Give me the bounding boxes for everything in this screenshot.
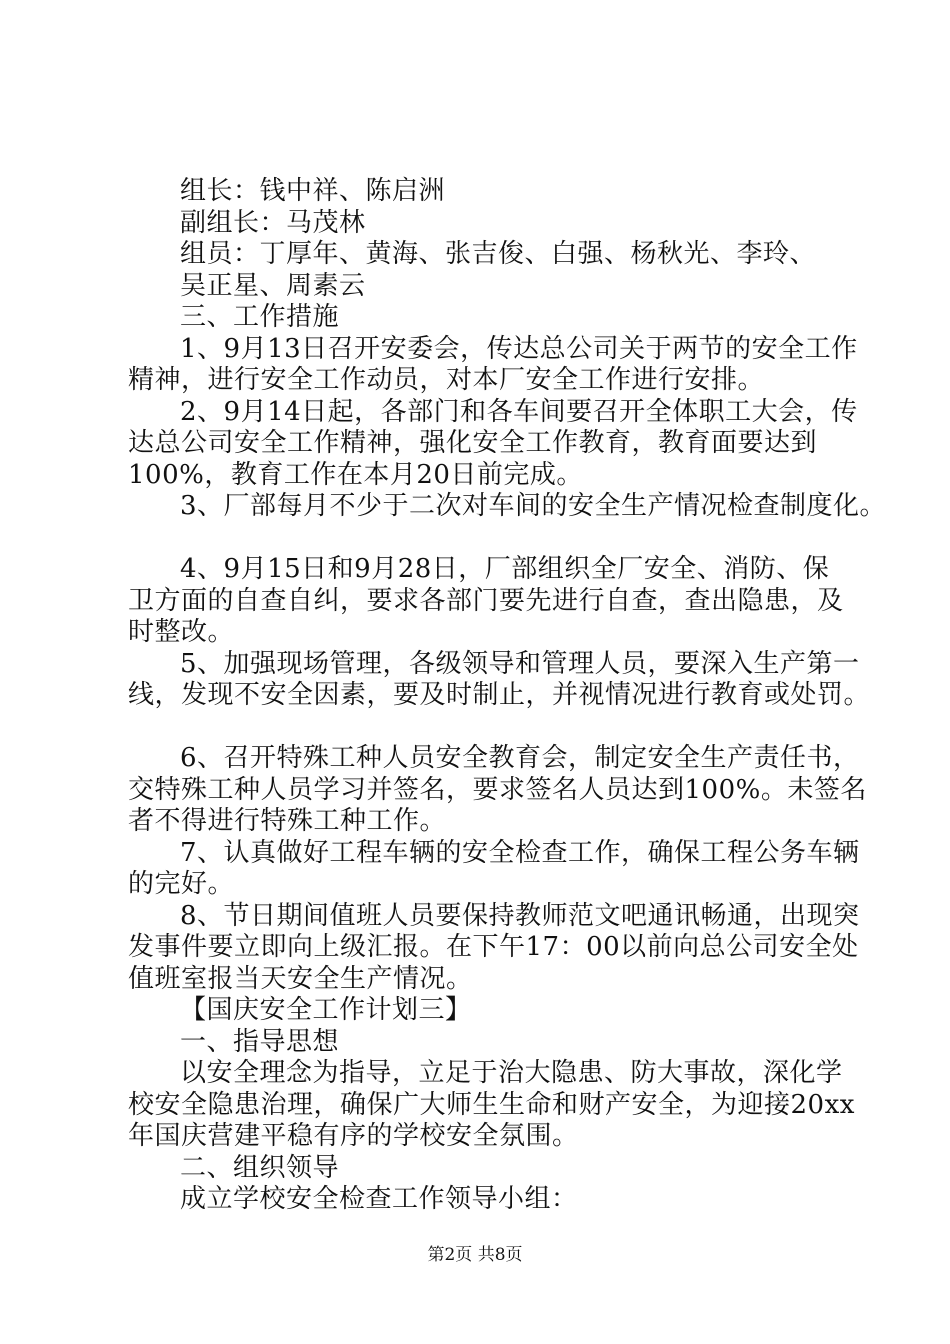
plan-title: 【国庆安全工作计划三】 bbox=[180, 995, 472, 1025]
text-line-item-6-cont: 者不得进行特殊工种工作。 bbox=[128, 806, 447, 836]
section-heading-measures: 三、工作措施 bbox=[180, 302, 340, 332]
text-line-guiding-idea-cont: 年国庆营建平稳有序的学校安全氛围。 bbox=[128, 1121, 579, 1151]
page-number-footer: 第2页 共8页 bbox=[427, 1245, 523, 1265]
text-line-item-6-cont: 交特殊工种人员学习并签名，要求签名人员达到100%。未签名 bbox=[128, 774, 867, 805]
text-line-deputy-leader: 副组长：马茂林 bbox=[180, 207, 366, 238]
text-line-item-5: 5、加强现场管理，各级领导和管理人员，要深入生产第一 bbox=[180, 648, 860, 679]
paragraph-gap bbox=[128, 712, 848, 744]
text-line-members-cont: 吴正星、周素云 bbox=[180, 270, 366, 301]
document-body bbox=[128, 176, 887, 1216]
text-line-item-8-cont: 值班室报当天安全生产情况。 bbox=[128, 963, 473, 994]
text-line-item-8: 8、节日期间值班人员要保持教师范文吧通讯畅通，出现突 bbox=[180, 900, 860, 931]
text-line-item-2-cont: 达总公司安全工作精神，强化安全工作教育，教育面要达到 bbox=[128, 428, 818, 458]
text-line-item-7: 7、认真做好工程车辆的安全检查工作，确保工程公务车辆 bbox=[180, 837, 860, 868]
text-line-item-4-cont: 时整改。 bbox=[128, 617, 235, 647]
text-line-members: 组员：丁厚年、黄海、张吉俊、白强、杨秋光、李玲、 bbox=[180, 239, 817, 269]
text-line-organization: 成立学校安全检查工作领导小组： bbox=[180, 1184, 578, 1214]
text-line-item-3: 3、厂部每月不少于二次对车间的安全生产情况检查制度化。 bbox=[180, 491, 887, 521]
text-line-item-1: 1、9月13日召开安委会，传达总公司关于两节的安全工作 bbox=[180, 333, 858, 364]
text-line-item-4-cont: 卫方面的自查自纠，要求各部门要先进行自查，查出隐患，及 bbox=[128, 585, 844, 616]
text-line-item-5-cont: 线，发现不安全因素，要及时制止，并视情况进行教育或处罚。 bbox=[128, 680, 871, 710]
text-line-item-2-cont: 100%，教育工作在本月20日前完成。 bbox=[128, 459, 583, 490]
text-line-item-4: 4、9月15日和9月28日，厂部组织全厂安全、消防、保 bbox=[180, 554, 830, 584]
paragraph-gap bbox=[128, 523, 848, 555]
text-line-guiding-idea: 以安全理念为指导，立足于治大隐患、防大事故，深化学 bbox=[180, 1058, 843, 1088]
text-line-leader: 组长：钱中祥、陈启洲 bbox=[180, 176, 446, 206]
text-line-item-7-cont: 的完好。 bbox=[128, 869, 235, 899]
text-line-item-1-cont: 精神，进行安全工作动员，对本厂安全工作进行安排。 bbox=[128, 365, 765, 395]
text-line-item-8-cont: 发事件要立即向上级汇报。在下午17：00以前向总公司安全处 bbox=[128, 932, 859, 962]
text-line-guiding-idea-cont: 校安全隐患治理，确保广大师生生命和财产安全，为迎接20xx bbox=[128, 1089, 855, 1120]
section-heading-organization: 二、组织领导 bbox=[180, 1152, 340, 1183]
text-line-item-6: 6、召开特殊工种人员安全教育会，制定安全生产责任书， bbox=[180, 743, 860, 773]
section-heading-guiding-idea: 一、指导思想 bbox=[180, 1026, 340, 1057]
text-line-item-2: 2、9月14日起，各部门和各车间要召开全体职工大会，传 bbox=[180, 396, 858, 427]
